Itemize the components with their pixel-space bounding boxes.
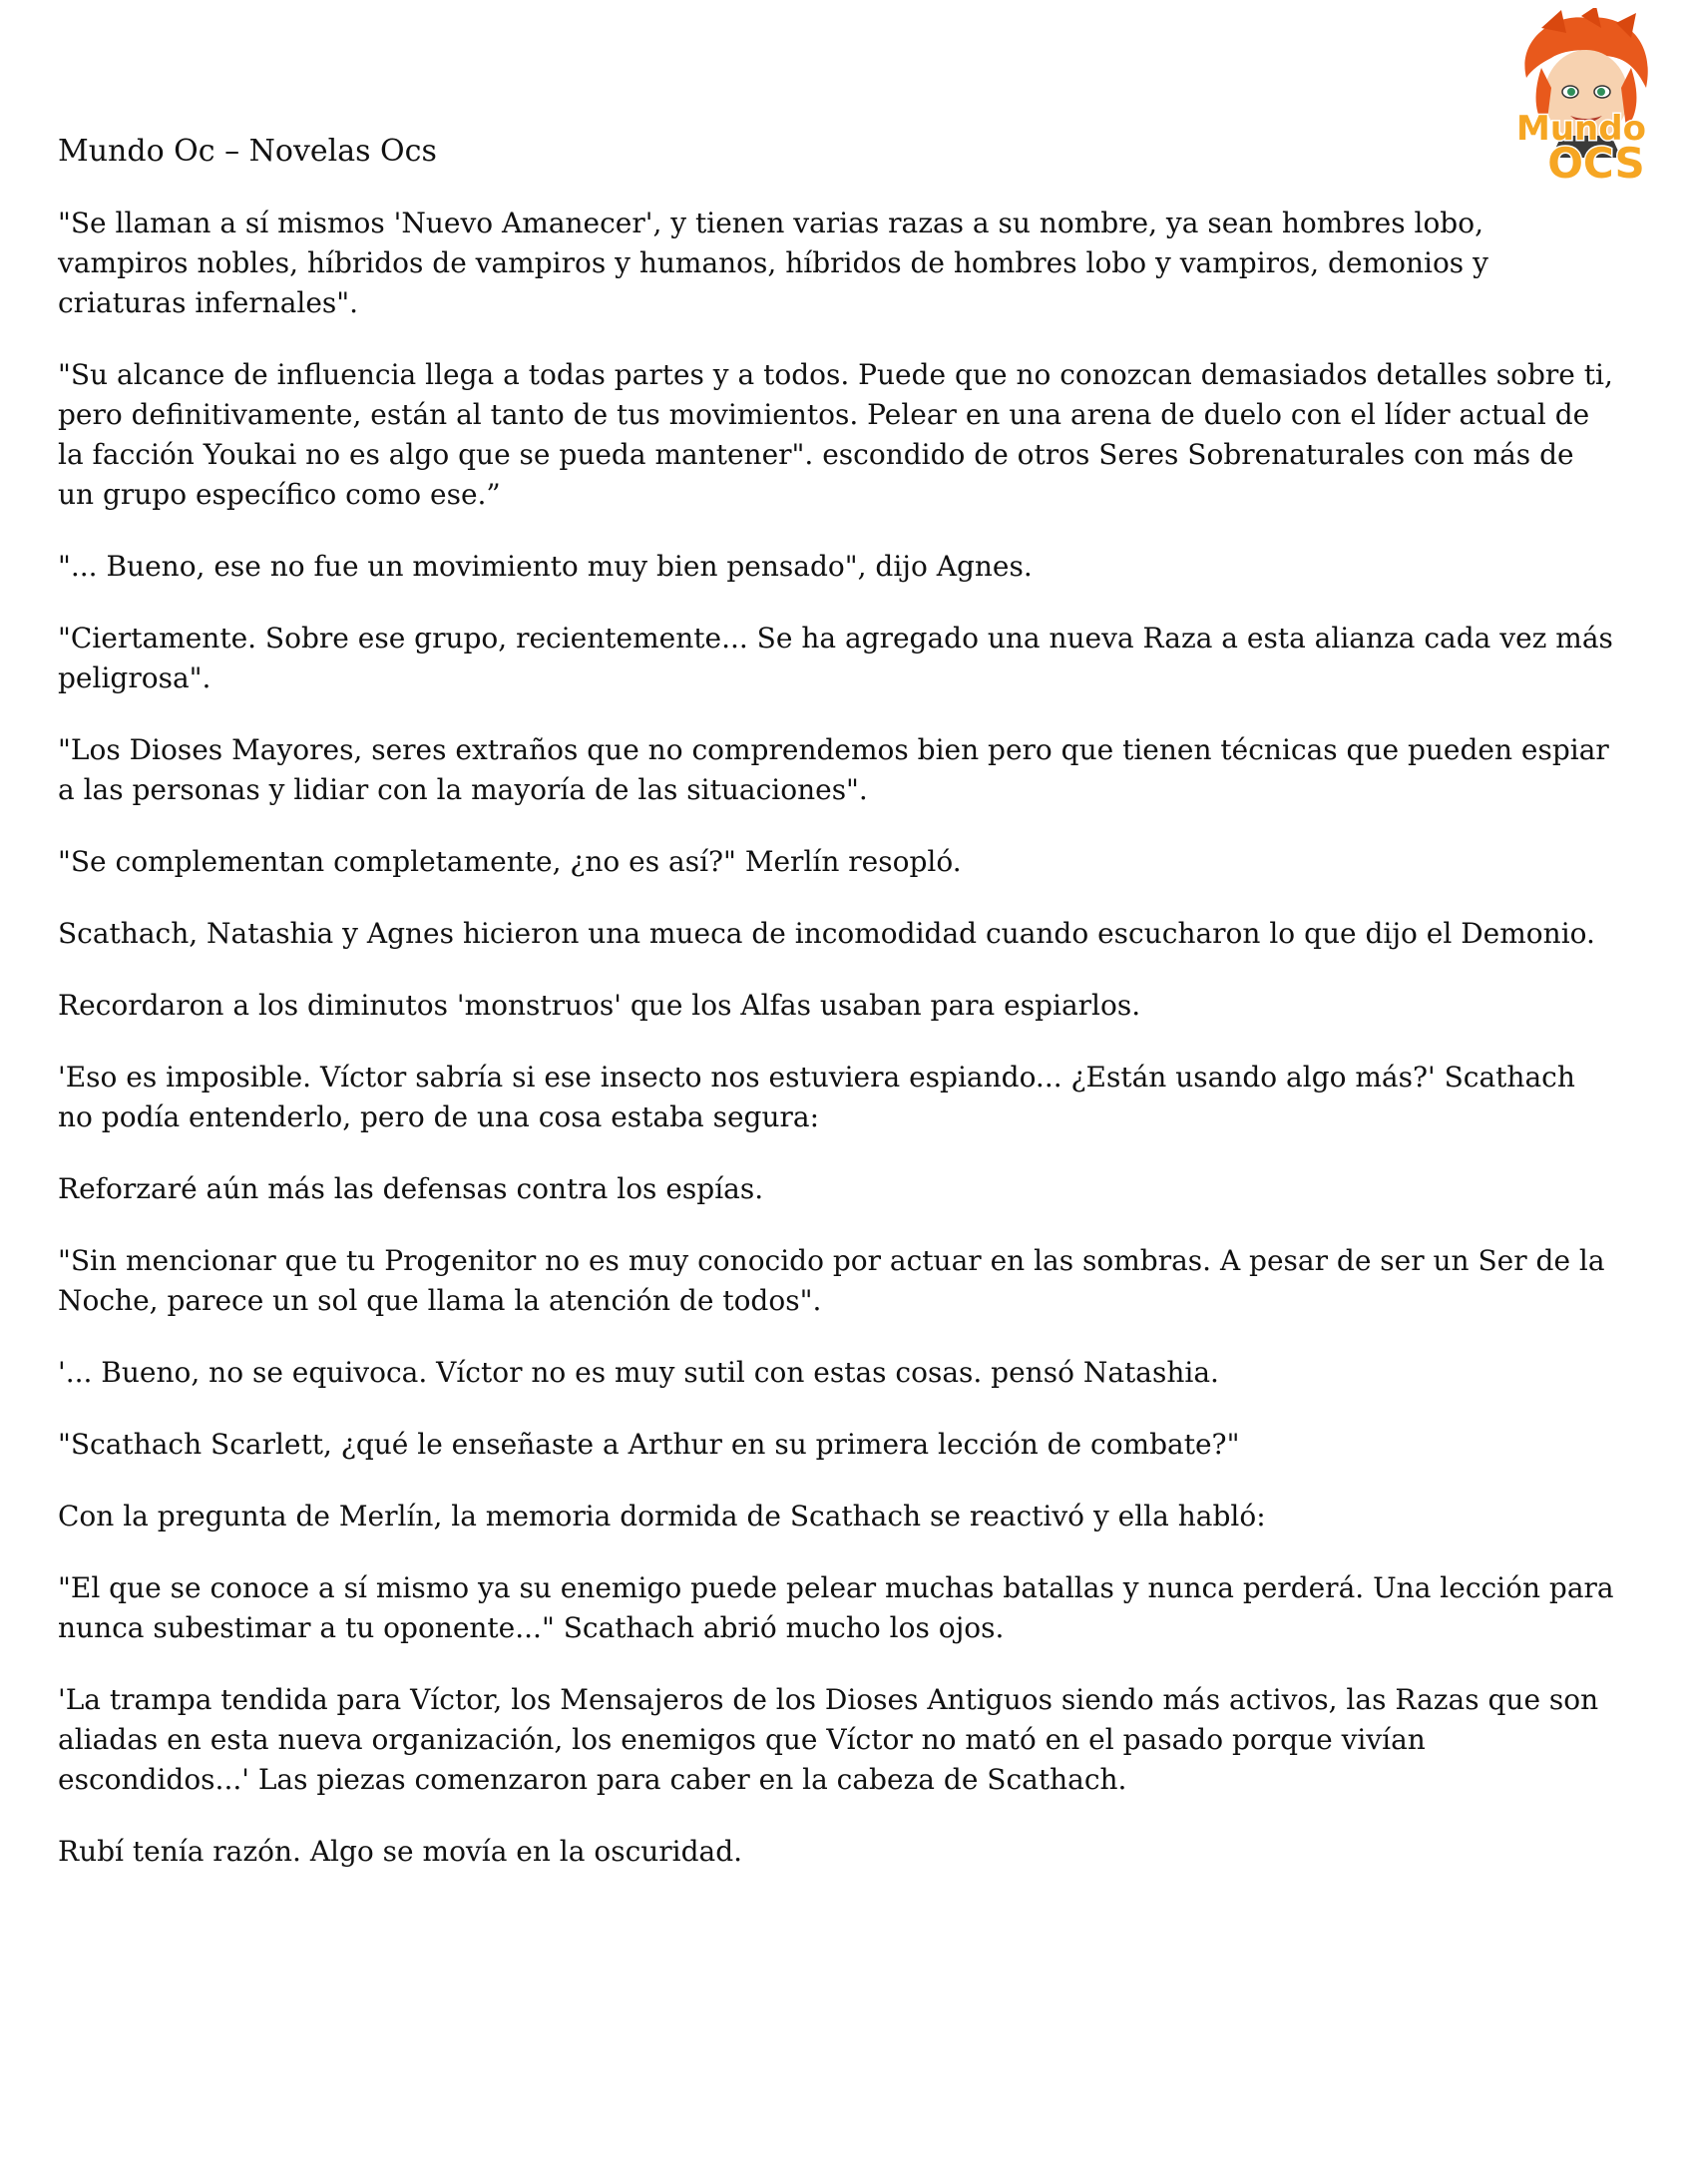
paragraph: "Ciertamente. Sobre ese grupo, recientemente... Se ha agregado una nueva Raza a esta alianza cada vez más peligrosa". [58,622,1613,694]
paragraph: Reforzaré aún más las defensas contra los espías. [58,1172,764,1205]
paragraph: "Se complementan completamente, ¿no es así?" Merlín resopló. [58,845,962,878]
paragraph: "El que se conoce a sí mismo ya su enemigo puede pelear muchas batallas y nunca perderá. Una lección para nunca subestimar a tu oponente..." Scathach abrió mucho los ojos. [58,1571,1614,1644]
paragraph: Recordaron a los diminutos 'monstruos' que los Alfas usaban para espiarlos. [58,989,1141,1022]
logo-text-line2: OCS [1547,139,1645,186]
paragraph: "Scathach Scarlett, ¿qué le enseñaste a Arthur en su primera lección de combate?" [58,1428,1240,1461]
paragraph: "Su alcance de influencia llega a todas partes y a todos. Puede que no conozcan demasiados detalles sobre ti, pero definitivamente, están al tanto de tus movimientos. Pelear en una arena de duelo con el líder actual de la facción Youkai no es algo que se pueda mantener". escondido de otros Seres Sobrenaturales con más de un grupo específico como ese.” [58,358,1613,511]
logo-text-line1: Mundo [1516,109,1646,149]
paragraph: 'La trampa tendida para Víctor, los Mensajeros de los Dioses Antiguos siendo más activos, las Razas que son aliadas en esta nueva organización, los enemigos que Víctor no mató en el pasado porque vivían escondidos...' Las piezas comenzaron para caber en la cabeza de Scathach. [58,1683,1599,1796]
page-header: Mundo Oc – Novelas Ocs [58,134,437,169]
mundo-ocs-logo [1486,8,1676,186]
paragraph: '... Bueno, no se equivoca. Víctor no es muy sutil con estas cosas. pensó Natashia. [58,1356,1219,1389]
paragraph: "... Bueno, ese no fue un movimiento muy bien pensado", dijo Agnes. [58,550,1033,583]
document-body [58,204,1614,1904]
paragraph: Scathach, Natashia y Agnes hicieron una mueca de incomodidad cuando escucharon lo que dijo el Demonio. [58,917,1595,950]
paragraph: 'Eso es imposible. Víctor sabría si ese insecto nos estuviera espiando... ¿Están usando algo más?' Scathach no podía entenderlo, pero de una cosa estaba segura: [58,1061,1575,1133]
paragraph: "Se llaman a sí mismos 'Nuevo Amanecer', y tienen varias razas a su nombre, ya sean hombres lobo, vampiros nobles, híbridos de vampiros y humanos, híbridos de hombres lobo y vampiros, demonios y criaturas infernales". [58,207,1488,319]
paragraph: Rubí tenía razón. Algo se movía en la oscuridad. [58,1835,743,1868]
paragraph: Con la pregunta de Merlín, la memoria dormida de Scathach se reactivó y ella habló: [58,1500,1266,1532]
paragraph: "Sin mencionar que tu Progenitor no es muy conocido por actuar en las sombras. A pesar de ser un Ser de la Noche, parece un sol que llama la atención de todos". [58,1244,1605,1317]
paragraph: "Los Dioses Mayores, seres extraños que no comprendemos bien pero que tienen técnicas que pueden espiar a las personas y lidiar con la mayoría de las situaciones". [58,733,1609,806]
